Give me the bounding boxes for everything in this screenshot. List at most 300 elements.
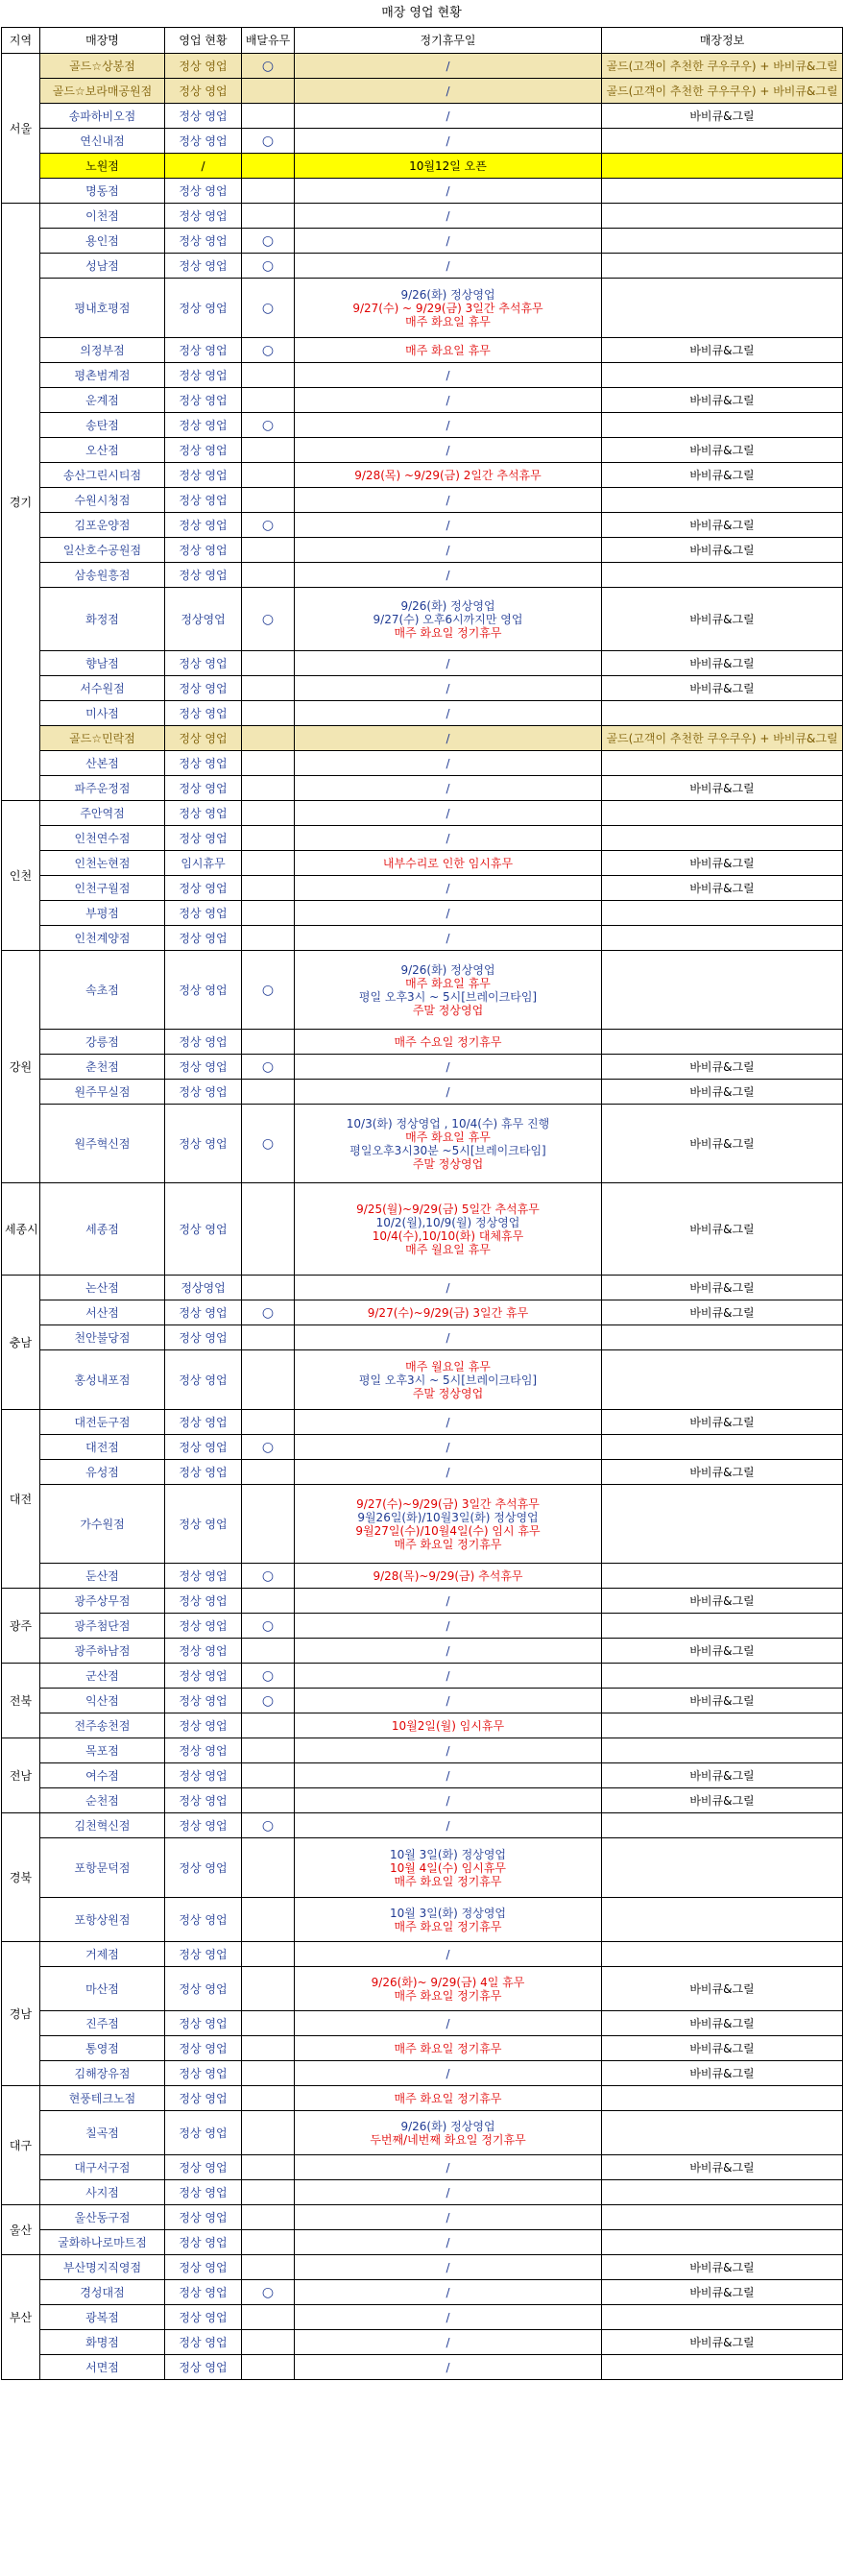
store-info: 바비큐&그릴 — [602, 1689, 843, 1713]
regular-holiday — [295, 1589, 602, 1614]
delivery-mark: ○ — [242, 129, 295, 154]
store-info: 바비큐&그릴 — [602, 2036, 843, 2061]
regular-holiday — [295, 338, 602, 363]
holiday-line: / — [446, 2285, 450, 2299]
table-row — [2, 1325, 843, 1350]
business-status: 정상 영업 — [165, 1967, 242, 2011]
delivery-mark — [242, 2230, 295, 2255]
table-row — [2, 1664, 843, 1689]
regular-holiday — [295, 1485, 602, 1564]
holiday-line: / — [446, 2360, 450, 2374]
business-status: 정상 영업 — [165, 1325, 242, 1350]
store-info — [602, 1485, 843, 1564]
holiday-line: 매주 화요일 정기휴무 — [394, 1988, 502, 2003]
store-name: 인천연수점 — [40, 826, 165, 851]
holiday-line: / — [446, 418, 450, 432]
store-info: 바비큐&그릴 — [602, 538, 843, 563]
business-status: 정상 영업 — [165, 1183, 242, 1276]
regular-holiday — [295, 229, 602, 254]
business-status: 정상 영업 — [165, 538, 242, 563]
holiday-line: / — [446, 568, 450, 582]
table-row — [2, 2305, 843, 2330]
delivery-mark — [242, 179, 295, 204]
holiday-line: / — [446, 2335, 450, 2349]
table-row — [2, 2230, 843, 2255]
table-row — [2, 1105, 843, 1183]
table-row — [2, 1589, 843, 1614]
store-info — [602, 363, 843, 388]
business-status: 정상 영업 — [165, 1639, 242, 1664]
store-info: 바비큐&그릴 — [602, 1639, 843, 1664]
region-cell: 대전 — [2, 1410, 40, 1589]
store-name: 속초점 — [40, 951, 165, 1030]
holiday-line: 9/28(목)~9/29(금) 추석휴무 — [373, 1568, 523, 1583]
regular-holiday — [295, 2305, 602, 2330]
store-name: 목포점 — [40, 1738, 165, 1763]
regular-holiday — [295, 876, 602, 901]
table-row — [2, 488, 843, 513]
regular-holiday — [295, 1942, 602, 1967]
store-name: 순천점 — [40, 1788, 165, 1813]
regular-holiday — [295, 1055, 602, 1080]
business-status: 임시휴무 — [165, 851, 242, 876]
holiday-line: 10월2일(월) 임시휴무 — [391, 1718, 505, 1733]
business-status: 정상 영업 — [165, 2280, 242, 2305]
store-info: 바비큐&그릴 — [602, 438, 843, 463]
delivery-mark — [242, 538, 295, 563]
store-info — [602, 901, 843, 926]
store-name: 논산점 — [40, 1276, 165, 1300]
store-name: 포항상원점 — [40, 1898, 165, 1942]
table-header-row — [2, 28, 843, 54]
region-cell: 광주 — [2, 1589, 40, 1664]
regular-holiday — [295, 204, 602, 229]
store-info: 골드(고객이 추천한 쿠우쿠우) + 바비큐&그릴 — [602, 79, 843, 104]
store-info — [602, 1564, 843, 1589]
holiday-line: 9/28(목) ~9/29(금) 2일간 추석휴무 — [354, 468, 542, 482]
business-status: 정상 영업 — [165, 1738, 242, 1763]
store-info: 바비큐&그릴 — [602, 1300, 843, 1325]
table-row — [2, 1350, 843, 1410]
regular-holiday — [295, 438, 602, 463]
store-name: 군산점 — [40, 1664, 165, 1689]
store-info: 바비큐&그릴 — [602, 876, 843, 901]
delivery-mark — [242, 1639, 295, 1664]
holiday-line: 10/4(수),10/10(화) 대체휴무 — [372, 1228, 524, 1243]
store-info: 골드(고객이 추천한 쿠우쿠우) + 바비큐&그릴 — [602, 54, 843, 79]
regular-holiday — [295, 2280, 602, 2305]
holiday-line: / — [446, 1668, 450, 1683]
business-status: 정상영업 — [165, 588, 242, 651]
regular-holiday — [295, 1435, 602, 1460]
business-status: 정상 영업 — [165, 826, 242, 851]
business-status: 정상 영업 — [165, 204, 242, 229]
delivery-mark: ○ — [242, 1564, 295, 1589]
holiday-line: / — [446, 1059, 450, 1074]
table-row — [2, 1276, 843, 1300]
store-name: 평내호평점 — [40, 279, 165, 338]
regular-holiday — [295, 1967, 602, 2011]
holiday-line: 매주 화요일 정기휴무 — [394, 1874, 502, 1888]
holiday-line: / — [446, 2260, 450, 2274]
delivery-mark — [242, 1183, 295, 1276]
store-info — [602, 1838, 843, 1898]
table-row — [2, 2180, 843, 2205]
table-row — [2, 54, 843, 79]
store-name: 홍성내포점 — [40, 1350, 165, 1410]
delivery-mark: ○ — [242, 279, 295, 338]
delivery-mark — [242, 1788, 295, 1813]
regular-holiday — [295, 413, 602, 438]
store-name: 가수원점 — [40, 1485, 165, 1564]
holiday-line: / — [446, 368, 450, 382]
business-status: 정상 영업 — [165, 129, 242, 154]
store-name: 대전둔구점 — [40, 1410, 165, 1435]
store-info — [602, 488, 843, 513]
table-row — [2, 2255, 843, 2280]
delivery-mark — [242, 154, 295, 179]
store-info — [602, 2086, 843, 2111]
holiday-line: / — [446, 518, 450, 532]
store-name: 인천구월점 — [40, 876, 165, 901]
delivery-mark — [242, 2205, 295, 2230]
business-status: 정상 영업 — [165, 2255, 242, 2280]
delivery-mark — [242, 79, 295, 104]
holiday-line: / — [446, 1330, 450, 1345]
business-status: / — [165, 154, 242, 179]
table-row — [2, 851, 843, 876]
store-name: 강릉점 — [40, 1030, 165, 1055]
delivery-mark — [242, 388, 295, 413]
holiday-line: / — [446, 1415, 450, 1429]
business-status: 정상 영업 — [165, 1614, 242, 1639]
holiday-line: / — [446, 109, 450, 123]
store-info — [602, 1030, 843, 1055]
business-status: 정상 영업 — [165, 676, 242, 701]
delivery-mark: ○ — [242, 413, 295, 438]
table-row — [2, 2011, 843, 2036]
store-info: 바비큐&그릴 — [602, 2011, 843, 2036]
business-status: 정상 영업 — [165, 279, 242, 338]
delivery-mark — [242, 1967, 295, 2011]
regular-holiday — [295, 1564, 602, 1589]
store-info — [602, 801, 843, 826]
regular-holiday — [295, 179, 602, 204]
store-name: 노원점 — [40, 154, 165, 179]
holiday-line: / — [446, 1618, 450, 1633]
delivery-mark — [242, 2061, 295, 2086]
business-status: 정상 영업 — [165, 2230, 242, 2255]
table-row — [2, 1942, 843, 1967]
table-row — [2, 651, 843, 676]
regular-holiday — [295, 2230, 602, 2255]
regular-holiday — [295, 1788, 602, 1813]
business-status: 정상 영업 — [165, 438, 242, 463]
table-row — [2, 1564, 843, 1589]
regular-holiday — [295, 776, 602, 801]
store-name: 전주송천점 — [40, 1713, 165, 1738]
holiday-line: / — [446, 1947, 450, 1961]
holiday-line: 내부수리로 인한 임시휴무 — [382, 856, 514, 870]
holiday-line: 주말 정상영업 — [412, 1156, 484, 1171]
header-delivery: 배달유무 — [242, 28, 295, 54]
delivery-mark — [242, 1080, 295, 1105]
business-status: 정상 영업 — [165, 1105, 242, 1183]
holiday-line: 9/27(수)~9/29(금) 3일간 휴무 — [367, 1305, 529, 1320]
table-row — [2, 951, 843, 1030]
delivery-mark — [242, 876, 295, 901]
regular-holiday — [295, 851, 602, 876]
business-status: 정상 영업 — [165, 651, 242, 676]
business-status: 정상 영업 — [165, 2086, 242, 2111]
business-status: 정상 영업 — [165, 1763, 242, 1788]
business-status: 정상 영업 — [165, 701, 242, 726]
delivery-mark — [242, 2305, 295, 2330]
region-cell: 경남 — [2, 1942, 40, 2086]
store-info — [602, 2305, 843, 2330]
store-name: 골드☆민락점 — [40, 726, 165, 751]
table-row — [2, 926, 843, 951]
store-name: 수원시청점 — [40, 488, 165, 513]
store-info: 바비큐&그릴 — [602, 676, 843, 701]
holiday-line: / — [446, 2016, 450, 2030]
holiday-line: 매주 화요일 정기휴무 — [394, 1537, 502, 1551]
regular-holiday — [295, 488, 602, 513]
store-info — [602, 1898, 843, 1942]
holiday-line: 매주 월요일 휴무 — [405, 1359, 491, 1373]
store-info: 바비큐&그릴 — [602, 2280, 843, 2305]
regular-holiday — [295, 279, 602, 338]
holiday-line: 9/27(수) ~ 9/29(금) 3일간 추석휴무 — [352, 301, 543, 315]
table-row — [2, 204, 843, 229]
store-status-table — [1, 27, 843, 2380]
region-cell: 경북 — [2, 1813, 40, 1942]
regular-holiday — [295, 1689, 602, 1713]
store-name: 화명점 — [40, 2330, 165, 2355]
table-row — [2, 413, 843, 438]
business-status: 정상 영업 — [165, 1788, 242, 1813]
store-info: 바비큐&그릴 — [602, 588, 843, 651]
delivery-mark: ○ — [242, 1813, 295, 1838]
delivery-mark — [242, 1589, 295, 1614]
business-status: 정상 영업 — [165, 1813, 242, 1838]
business-status: 정상 영업 — [165, 876, 242, 901]
regular-holiday — [295, 54, 602, 79]
holiday-line: 매주 화요일 휴무 — [405, 314, 491, 328]
business-status: 정상 영업 — [165, 1664, 242, 1689]
table-row — [2, 1738, 843, 1763]
regular-holiday — [295, 2111, 602, 2155]
business-status: 정상 영업 — [165, 726, 242, 751]
regular-holiday — [295, 1183, 602, 1276]
delivery-mark — [242, 1763, 295, 1788]
business-status: 정상 영업 — [165, 1350, 242, 1410]
store-info — [602, 1325, 843, 1350]
table-row — [2, 588, 843, 651]
store-name: 광주상무점 — [40, 1589, 165, 1614]
regular-holiday — [295, 1639, 602, 1664]
regular-holiday — [295, 926, 602, 951]
store-name: 세종점 — [40, 1183, 165, 1276]
business-status: 정상 영업 — [165, 413, 242, 438]
store-name: 경성대점 — [40, 2280, 165, 2305]
table-row — [2, 776, 843, 801]
regular-holiday — [295, 254, 602, 279]
table-row — [2, 538, 843, 563]
regular-holiday — [295, 2011, 602, 2036]
holiday-line: / — [446, 1793, 450, 1808]
regular-holiday — [295, 1410, 602, 1435]
store-name: 천안불당점 — [40, 1325, 165, 1350]
business-status: 정상 영업 — [165, 926, 242, 951]
store-name: 인천계양점 — [40, 926, 165, 951]
region-cell: 인천 — [2, 801, 40, 951]
store-info — [602, 1713, 843, 1738]
regular-holiday — [295, 1738, 602, 1763]
holiday-line: / — [446, 1280, 450, 1295]
region-cell: 전북 — [2, 1664, 40, 1738]
store-info — [602, 826, 843, 851]
holiday-line: 매주 월요일 휴무 — [405, 1242, 491, 1256]
store-info: 바비큐&그릴 — [602, 2061, 843, 2086]
table-row — [2, 104, 843, 129]
holiday-line: 매주 화요일 정기휴무 — [394, 2041, 502, 2055]
table-row — [2, 154, 843, 179]
regular-holiday — [295, 563, 602, 588]
holiday-line: / — [446, 183, 450, 198]
store-info — [602, 413, 843, 438]
business-status: 정상 영업 — [165, 2036, 242, 2061]
table-row — [2, 1410, 843, 1435]
store-info: 바비큐&그릴 — [602, 1410, 843, 1435]
regular-holiday — [295, 1080, 602, 1105]
delivery-mark — [242, 1410, 295, 1435]
header-holiday: 정기휴무일 — [295, 28, 602, 54]
holiday-line: 9/26(화) 정상영업 — [400, 287, 495, 302]
delivery-mark — [242, 926, 295, 951]
table-row — [2, 1485, 843, 1564]
business-status: 정상 영업 — [165, 1080, 242, 1105]
holiday-line: 두번째/네번째 화요일 정기휴무 — [370, 2132, 526, 2147]
regular-holiday — [295, 1813, 602, 1838]
table-row — [2, 1460, 843, 1485]
store-info: 바비큐&그릴 — [602, 776, 843, 801]
holiday-line: / — [446, 134, 450, 148]
business-status: 정상 영업 — [165, 388, 242, 413]
table-row — [2, 279, 843, 338]
store-info — [602, 1942, 843, 1967]
table-row — [2, 2155, 843, 2180]
table-row — [2, 1183, 843, 1276]
delivery-mark: ○ — [242, 1614, 295, 1639]
holiday-line: 평일 오후3시 ~ 5시[브레이크타임] — [358, 989, 538, 1004]
table-row — [2, 79, 843, 104]
regular-holiday — [295, 2330, 602, 2355]
regular-holiday — [295, 79, 602, 104]
store-name: 주안역점 — [40, 801, 165, 826]
business-status: 정상 영업 — [165, 488, 242, 513]
holiday-line: / — [446, 1743, 450, 1758]
business-status: 정상 영업 — [165, 2155, 242, 2180]
delivery-mark: ○ — [242, 1055, 295, 1080]
region-cell: 충남 — [2, 1276, 40, 1410]
regular-holiday — [295, 2180, 602, 2205]
store-name: 미사점 — [40, 701, 165, 726]
holiday-line: / — [446, 681, 450, 695]
store-info — [602, 2205, 843, 2230]
region-cell: 대구 — [2, 2086, 40, 2205]
holiday-line: 9/27(수) 오후6시까지만 영업 — [373, 612, 523, 626]
table-row — [2, 129, 843, 154]
regular-holiday — [295, 1614, 602, 1639]
table-row — [2, 229, 843, 254]
delivery-mark — [242, 2330, 295, 2355]
holiday-line: 평일 오후3시 ~ 5시[브레이크타임] — [358, 1373, 538, 1387]
holiday-line: / — [446, 84, 450, 98]
delivery-mark: ○ — [242, 1105, 295, 1183]
holiday-line: / — [446, 2210, 450, 2224]
store-name: 울산동구점 — [40, 2205, 165, 2230]
header-store-info: 매장정보 — [602, 28, 843, 54]
holiday-line: / — [446, 731, 450, 745]
store-name: 평촌범계점 — [40, 363, 165, 388]
business-status: 정상 영업 — [165, 104, 242, 129]
store-name: 송산그린시티점 — [40, 463, 165, 488]
business-status: 정상 영업 — [165, 1300, 242, 1325]
table-row — [2, 1713, 843, 1738]
store-name: 향남점 — [40, 651, 165, 676]
delivery-mark — [242, 751, 295, 776]
business-status: 정상 영업 — [165, 1713, 242, 1738]
regular-holiday — [295, 104, 602, 129]
delivery-mark: ○ — [242, 54, 295, 79]
holiday-line: / — [446, 1693, 450, 1708]
holiday-line: / — [446, 881, 450, 895]
store-info — [602, 2111, 843, 2155]
store-name: 화정점 — [40, 588, 165, 651]
store-name: 광주첨단점 — [40, 1614, 165, 1639]
store-info: 바비큐&그릴 — [602, 2255, 843, 2280]
regular-holiday — [295, 1105, 602, 1183]
delivery-mark — [242, 2180, 295, 2205]
store-name: 명동점 — [40, 179, 165, 204]
delivery-mark — [242, 1838, 295, 1898]
delivery-mark — [242, 2111, 295, 2155]
table-row — [2, 1813, 843, 1838]
region-cell: 서울 — [2, 54, 40, 204]
store-name: 원주혁신점 — [40, 1105, 165, 1183]
header-store-name: 매장명 — [40, 28, 165, 54]
table-row — [2, 179, 843, 204]
business-status: 정상 영업 — [165, 1460, 242, 1485]
table-row — [2, 726, 843, 751]
store-name: 춘천점 — [40, 1055, 165, 1080]
regular-holiday — [295, 2355, 602, 2380]
delivery-mark — [242, 1030, 295, 1055]
regular-holiday — [295, 513, 602, 538]
regular-holiday — [295, 463, 602, 488]
delivery-mark: ○ — [242, 229, 295, 254]
store-name: 대전점 — [40, 1435, 165, 1460]
delivery-mark — [242, 1485, 295, 1564]
regular-holiday — [295, 1276, 602, 1300]
delivery-mark — [242, 901, 295, 926]
regular-holiday — [295, 801, 602, 826]
business-status: 정상 영업 — [165, 79, 242, 104]
store-name: 서산점 — [40, 1300, 165, 1325]
table-row — [2, 1838, 843, 1898]
delivery-mark: ○ — [242, 1300, 295, 1325]
